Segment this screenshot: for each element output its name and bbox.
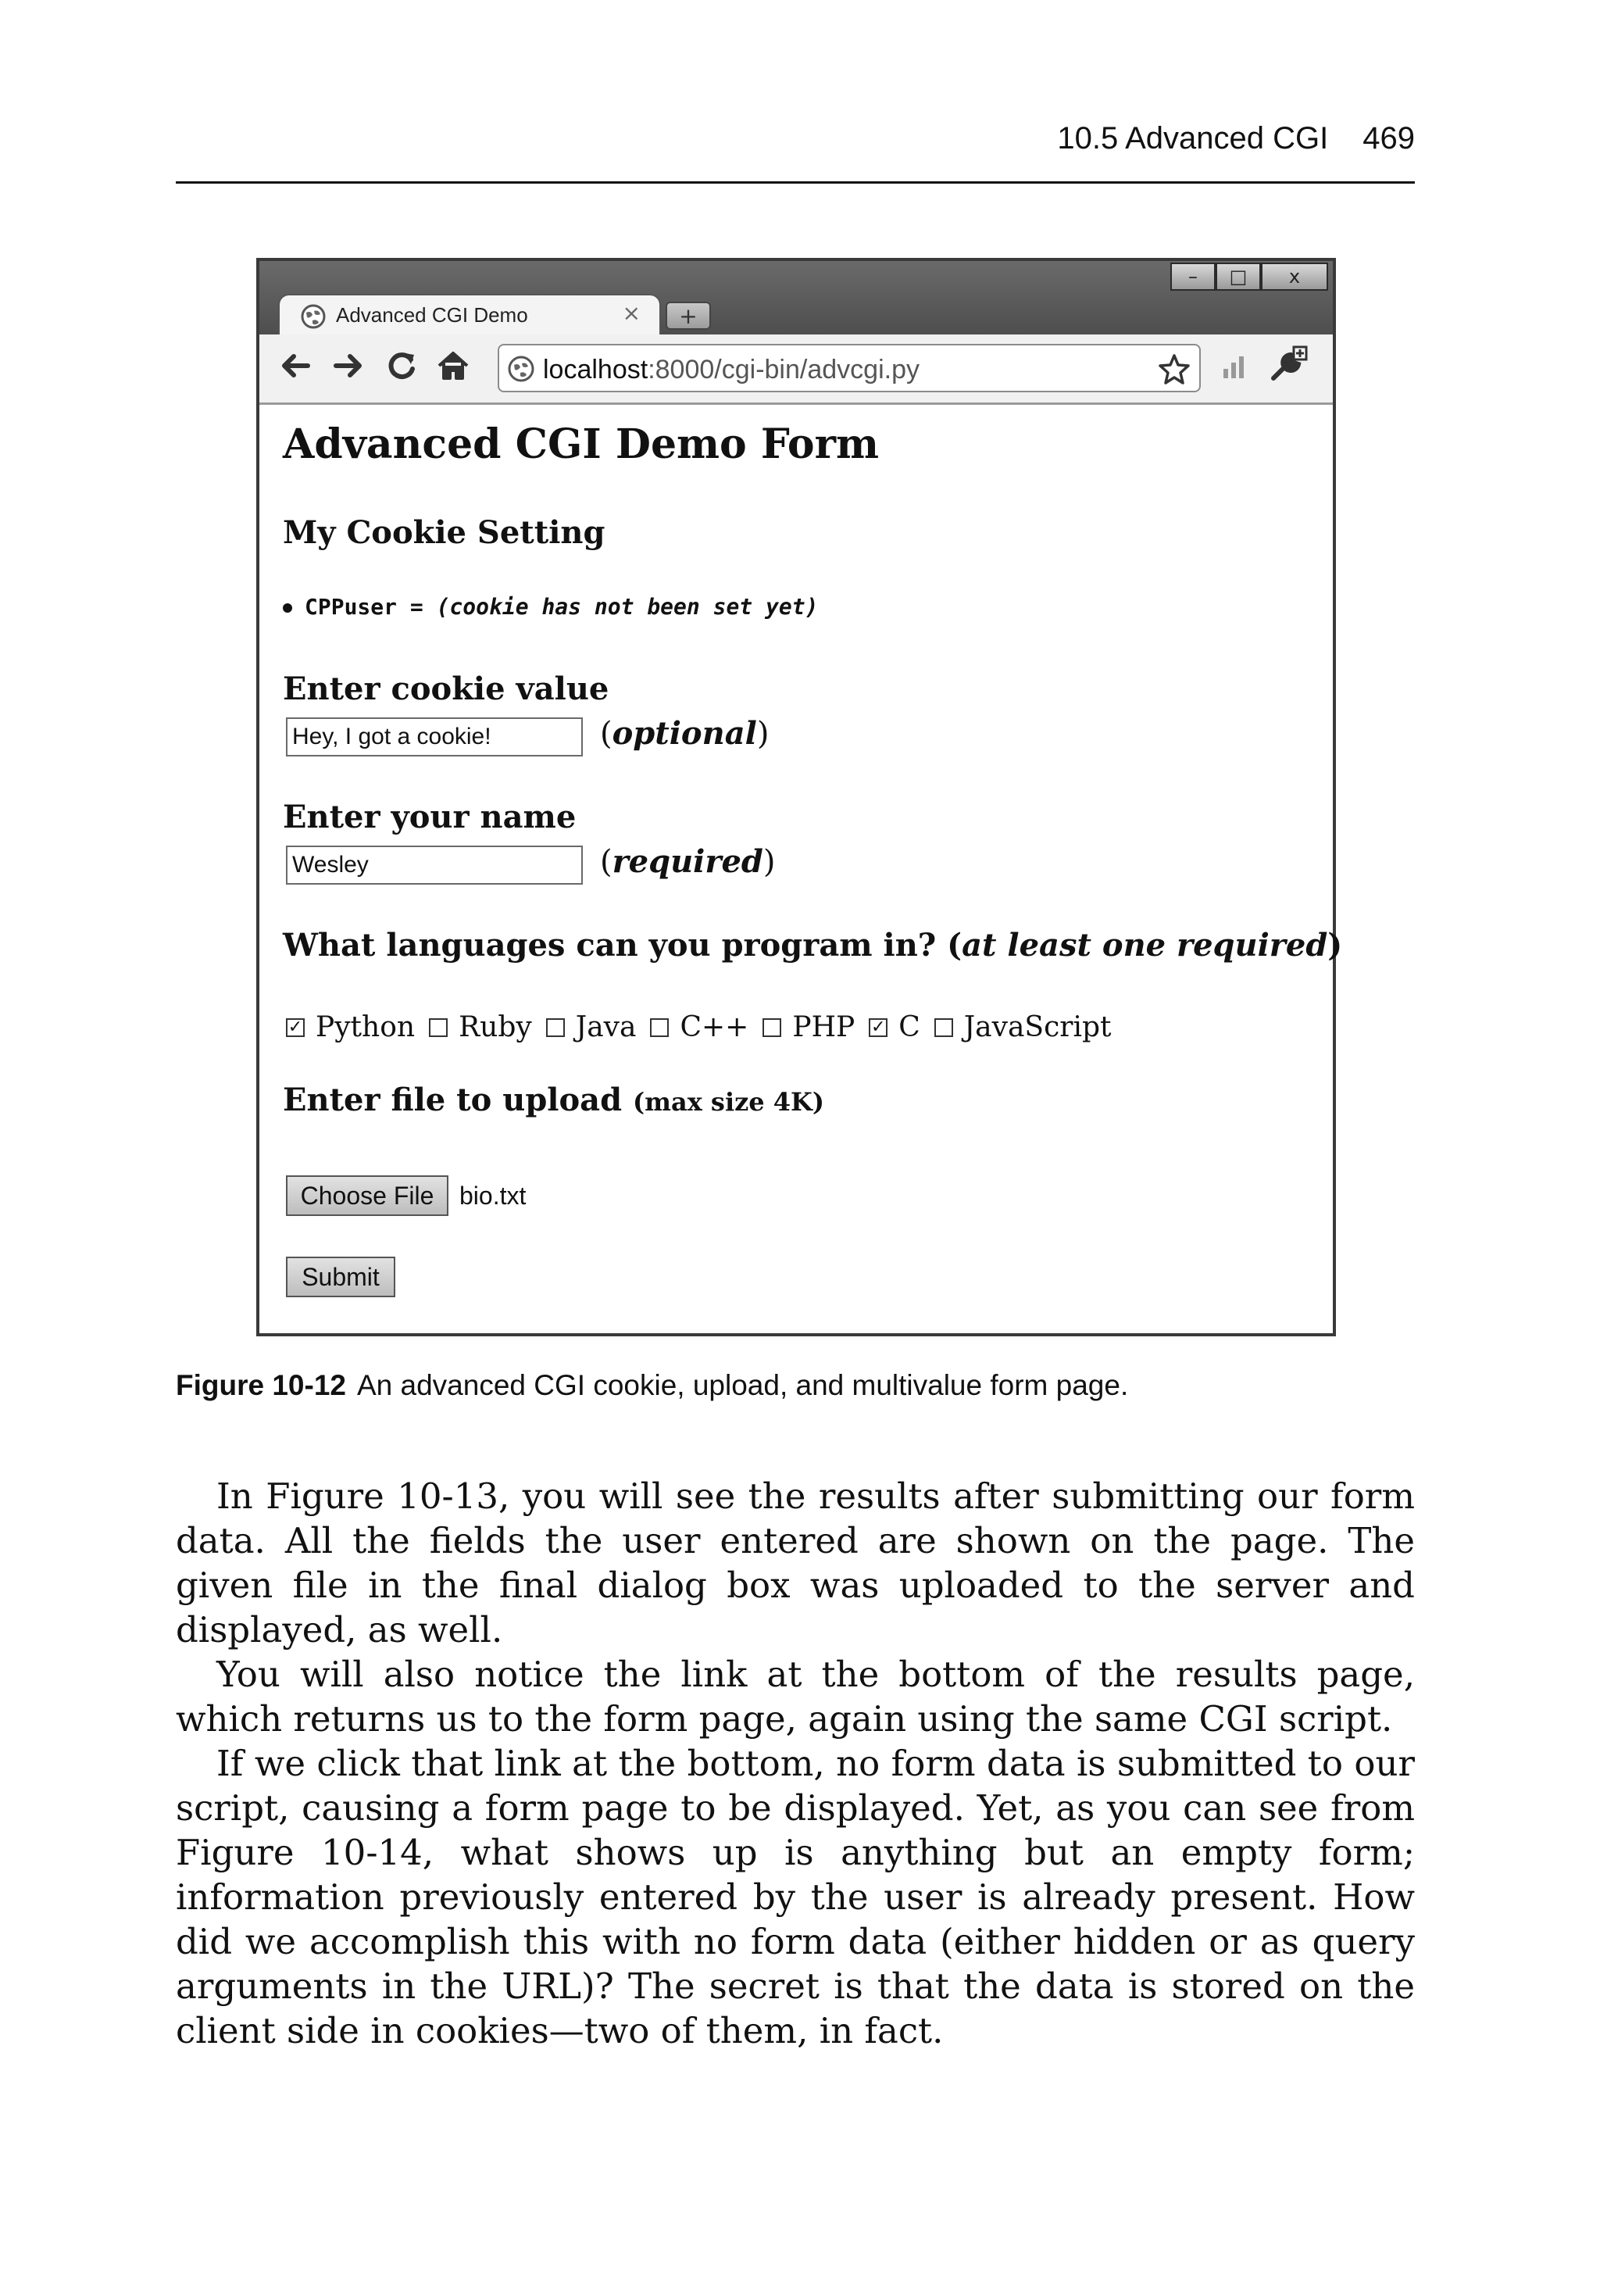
- languages-question: [283, 927, 1342, 964]
- body-paragraph: In Figure 10-13, you will see the results after submitting our form data. All the fields the user entered are shown on the page. The given file in the final dialog box was uploaded to the server and displayed, as well.: [176, 1475, 1415, 1650]
- tab-title: Advanced CGI Demo: [336, 303, 528, 327]
- checkbox-c[interactable]: ✓: [869, 1018, 888, 1037]
- cookie-hint-open: (: [600, 716, 612, 752]
- cookie-hint: [600, 715, 769, 752]
- cookie-hint-close: ): [756, 716, 770, 752]
- back-arrow-icon[interactable]: [275, 345, 316, 386]
- body-paragraph: You will also notice the link at the bottom of the results page, which returns us to the form page, again using the same CGI script.: [176, 1654, 1415, 1740]
- running-head: [176, 117, 1415, 184]
- upload-heading-text: Enter file to upload: [283, 1082, 633, 1118]
- checkbox-cpp[interactable]: [650, 1018, 669, 1037]
- globe-icon: [300, 303, 327, 330]
- window-controls: [1170, 263, 1328, 291]
- close-window-button[interactable]: x: [1261, 263, 1328, 291]
- languages-hint-open: (: [947, 927, 962, 964]
- figure-caption: [176, 1369, 1128, 1402]
- name-hint: [600, 843, 775, 880]
- running-head-text: [1023, 121, 1415, 156]
- chosen-file-name: bio.txt: [459, 1182, 527, 1210]
- cookie-value: (cookie has not been set yet): [436, 594, 819, 620]
- checkbox-javascript[interactable]: [934, 1018, 953, 1037]
- name-input[interactable]: Wesley: [286, 846, 583, 885]
- body-paragraph: If we click that link at the bottom, no form data is submitted to our script, causing a form page to be displayed. Yet, as you can see from Figure 10-14, what shows up is anything but an empty form; information previously entered by the user is already present. How did we accomplish this with no form data (either hidden or as query arguments in the URL)? The secret is that the data is stored on the client side in cookies—two of them, in fact.: [176, 1743, 1415, 2051]
- checkbox-label-cpp: C++: [680, 1011, 749, 1043]
- tab-close-icon[interactable]: ×: [622, 300, 641, 326]
- section-title: 10.5 Advanced CGI: [1057, 121, 1329, 156]
- page-globe-icon: [507, 355, 535, 383]
- wrench-icon[interactable]: [1267, 345, 1308, 386]
- bullet-icon: [283, 603, 292, 613]
- choose-file-button[interactable]: Choose File: [286, 1175, 448, 1216]
- checkbox-label-javascript: JavaScript: [963, 1011, 1112, 1043]
- checkbox-java[interactable]: [546, 1018, 565, 1037]
- maximize-button[interactable]: □: [1216, 263, 1261, 291]
- checkbox-label-python: Python: [316, 1011, 416, 1043]
- languages-hint-close: ): [1327, 927, 1343, 964]
- checkbox-ruby[interactable]: [429, 1018, 448, 1037]
- reload-icon[interactable]: [381, 345, 422, 386]
- signal-bars-icon[interactable]: [1214, 345, 1255, 386]
- home-icon[interactable]: [433, 345, 473, 386]
- name-hint-open: (: [600, 844, 612, 880]
- cookie-heading: My Cookie Setting: [283, 514, 605, 551]
- bookmark-star-icon[interactable]: [1157, 352, 1191, 386]
- name-hint-text: required: [612, 843, 763, 880]
- checkbox-label-php: PHP: [792, 1011, 855, 1043]
- new-tab-button[interactable]: +: [666, 302, 711, 330]
- upload-heading: [283, 1082, 824, 1118]
- cookie-name: CPPuser =: [305, 594, 437, 620]
- checkbox-php[interactable]: [762, 1018, 781, 1037]
- body-text: [176, 1474, 1415, 2053]
- checkbox-label-c: C: [898, 1011, 920, 1043]
- figure-caption-text: An advanced CGI cookie, upload, and multivalue form page.: [356, 1369, 1129, 1401]
- url-host: localhost: [543, 355, 648, 384]
- name-field-label: Enter your name: [283, 799, 577, 835]
- url-text: [543, 355, 920, 385]
- figure-label: Figure 10-12: [176, 1369, 346, 1401]
- page-number: 469: [1362, 121, 1415, 156]
- checkbox-label-ruby: Ruby: [459, 1011, 532, 1043]
- checkbox-python[interactable]: ✓: [286, 1018, 305, 1037]
- title-bar: [259, 261, 1333, 334]
- languages-checkboxes: [286, 1011, 1126, 1043]
- browser-window: [256, 258, 1343, 1336]
- browser-tab[interactable]: [278, 294, 661, 336]
- cookie-hint-text: optional: [612, 715, 757, 752]
- url-path: :8000/cgi-bin/advcgi.py: [648, 355, 920, 384]
- cookie-field-label: Enter cookie value: [283, 671, 609, 707]
- languages-hint: [947, 927, 1342, 964]
- form-title: Advanced CGI Demo Form: [283, 420, 880, 468]
- address-bar[interactable]: [498, 344, 1201, 392]
- languages-hint-text: at least one required: [962, 927, 1328, 964]
- minimize-button[interactable]: –: [1170, 263, 1216, 291]
- browser-toolbar: [259, 334, 1333, 405]
- forward-arrow-icon[interactable]: [328, 345, 369, 386]
- name-hint-close: ): [762, 844, 776, 880]
- page-content: [259, 405, 1343, 1333]
- upload-hint: (max size 4K): [632, 1087, 824, 1117]
- cookie-list-item: [283, 594, 818, 620]
- checkbox-label-java: Java: [575, 1011, 637, 1043]
- cookie-input[interactable]: Hey, I got a cookie!: [286, 717, 583, 756]
- languages-question-text: What languages can you program in?: [283, 927, 948, 964]
- submit-button[interactable]: Submit: [286, 1257, 395, 1297]
